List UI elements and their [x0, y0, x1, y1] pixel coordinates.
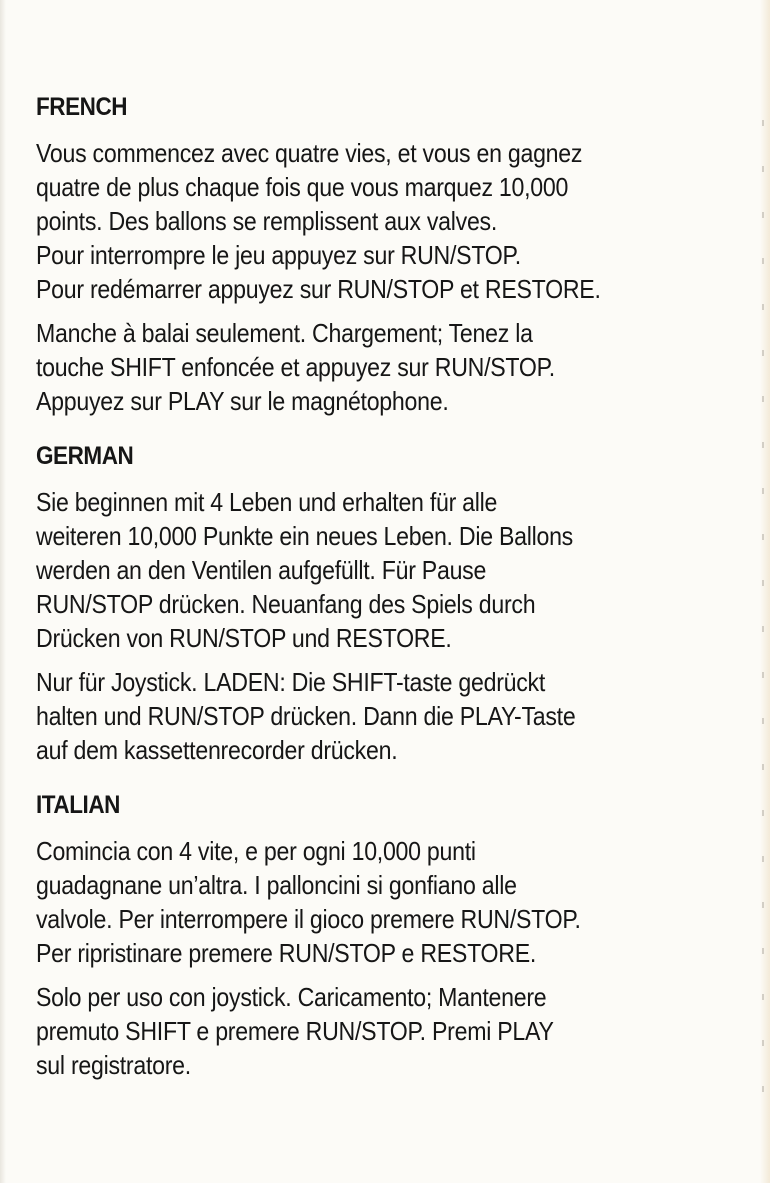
- paragraph: [36, 485, 739, 655]
- text-line: halten und RUN/STOP drücken. Dann die PLAY-Taste: [36, 701, 576, 731]
- text-line: Drücken von RUN/STOP und RESTORE.: [36, 623, 452, 653]
- text-line: werden an den Ventilen aufgefüllt. Für Pause: [36, 555, 487, 585]
- left-page-edge: [0, 0, 6, 1183]
- text-line: Manche à balai seulement. Chargement; Tenez la: [36, 318, 533, 348]
- text-line: RUN/STOP drücken. Neuanfang des Spiels durch: [36, 589, 536, 619]
- text-line: Comincia con 4 vite, e per ogni 10,000 punti: [36, 836, 476, 866]
- section-french: [36, 92, 736, 418]
- text-line: guadagnane un’altra. I palloncini si gonfiano alle: [36, 870, 517, 900]
- text-line: auf dem kassettenrecorder drücken.: [36, 735, 398, 765]
- section-italian: [36, 790, 736, 1082]
- text-line: Pour redémarrer appuyez sur RUN/STOP et RESTORE.: [36, 274, 601, 304]
- right-edge-marks: [762, 120, 764, 1123]
- text-line: weiteren 10,000 Punkte ein neues Leben. Die Ballons: [36, 521, 573, 551]
- text-line: sul registratore.: [36, 1050, 191, 1080]
- text-line: touche SHIFT enfoncée et appuyez sur RUN/STOP.: [36, 352, 555, 382]
- text-line: valvole. Per interrompere il gioco premere RUN/STOP.: [36, 904, 581, 934]
- text-line: Appuyez sur PLAY sur le magnétophone.: [36, 386, 449, 416]
- text-line: Sie beginnen mit 4 Leben und erhalten für alle: [36, 487, 498, 517]
- section-heading: ITALIAN: [36, 791, 120, 819]
- section-heading: FRENCH: [36, 93, 128, 121]
- text-line: quatre de plus chaque fois que vous marquez 10,000: [36, 172, 569, 202]
- text-line: Per ripristinare premere RUN/STOP e RESTORE.: [36, 938, 537, 968]
- paragraph: [36, 665, 739, 767]
- text-line: Nur für Joystick. LADEN: Die SHIFT-taste gedrückt: [36, 667, 546, 697]
- paragraph: [36, 834, 739, 970]
- section-heading: GERMAN: [36, 442, 134, 470]
- text-line: points. Des ballons se remplissent aux valves.: [36, 206, 498, 236]
- paragraph: [36, 980, 739, 1082]
- text-line: premuto SHIFT e premere RUN/STOP. Premi PLAY: [36, 1016, 554, 1046]
- section-german: [36, 441, 736, 767]
- instructions-body: [36, 92, 736, 1092]
- text-line: Solo per uso con joystick. Caricamento; Mantenere: [36, 982, 547, 1012]
- paragraph: [36, 136, 739, 306]
- paragraph: [36, 316, 739, 418]
- text-line: Vous commencez avec quatre vies, et vous en gagnez: [36, 138, 583, 168]
- text-line: Pour interrompre le jeu appuyez sur RUN/STOP.: [36, 240, 521, 270]
